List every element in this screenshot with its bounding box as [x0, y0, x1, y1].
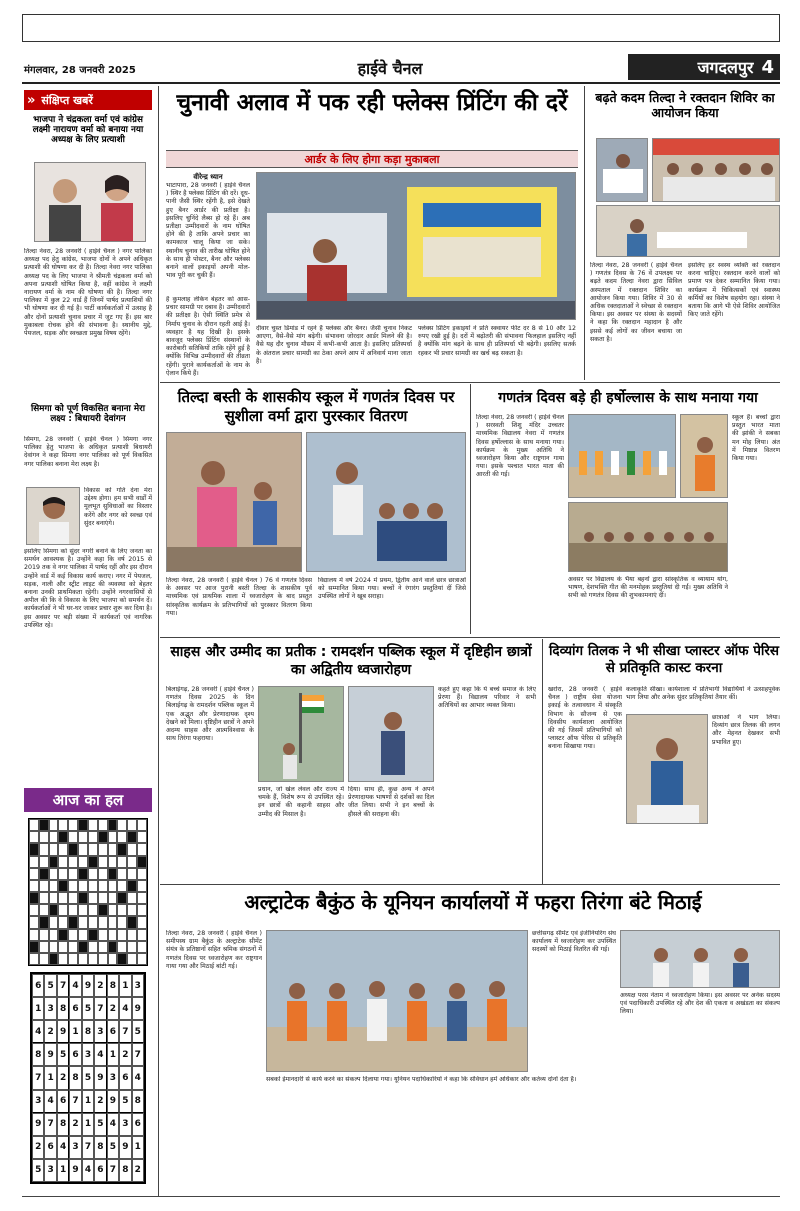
sudoku-cell: 3 [82, 1043, 94, 1066]
sudoku-cell: 2 [57, 1066, 69, 1089]
sudoku-cell: 8 [82, 1020, 94, 1043]
sudoku-cell: 5 [119, 1090, 131, 1113]
sudoku-cell: 3 [69, 1136, 81, 1159]
row-rule-2 [160, 637, 780, 638]
sudoku-cell: 6 [107, 1020, 119, 1043]
sudoku-cell: 9 [94, 1066, 106, 1089]
sudoku-cell: 2 [94, 1090, 106, 1113]
sudoku-cell: 5 [57, 1043, 69, 1066]
sudoku-cell: 6 [94, 1159, 106, 1182]
sudoku-cell: 4 [82, 1159, 94, 1182]
blood-camp-headline: बढ़ते कदम तिल्दा ने रक्तदान शिविर का आयोजन किया [595, 90, 775, 120]
sudoku-cell: 8 [94, 1136, 106, 1159]
header-date: मंगलवार, 28 जनवरी 2025 [24, 65, 136, 76]
saahas-body-4: कहते हुए कहा कि ये बच्चे समाज के लिए प्रेरणा हैं। विद्यालय परिवार ने सभी अतिथियों का आभार व्यक्त किया। [438, 686, 536, 710]
sudoku-cell: 9 [57, 1020, 69, 1043]
sudoku-cell: 1 [69, 1020, 81, 1043]
republic-fest-body-3: स्कूल हैं। बच्चों द्वारा प्रस्तुत भारत माता की झांकी ने सबका मन मोह लिया। अंत में मिष्ठान्न वितरण किया गया। [732, 414, 780, 463]
sudoku-cell: 7 [32, 1066, 44, 1089]
sudoku-cell: 7 [94, 997, 106, 1020]
row-rule-3 [160, 884, 780, 885]
sudoku-cell: 2 [132, 1159, 144, 1182]
header-city: जगदलपुर [697, 58, 754, 77]
sudoku-cell: 4 [94, 1043, 106, 1066]
puzzle-title: आज का हल [52, 791, 124, 809]
sudoku-cell: 3 [107, 1066, 119, 1089]
sudoku-cell: 2 [94, 974, 106, 997]
s2-headline: सिमगा को पूर्ण विकसित बनाना मेरा लक्ष्य : बिधायरी देवांगन [30, 404, 146, 424]
sudoku-cell: 4 [119, 997, 131, 1020]
republic-fest-body-1: तिल्दा नेवरा, 28 जनवरी ( हाईवे चैनल ) सरस्वती शिशु मंदिर उच्चतर माध्यमिक विद्यालय नेवरा में गणतंत्र दिवस हर्षोल्लास के साथ मनाया गया। कार्यक्रम के मुख्य अतिथि ने ध्वजारोहण किया और राष्ट्रगान गाया गया। इसके पश्चात भारत माता की आरती की गई। [476, 414, 564, 479]
sudoku-cell: 9 [132, 997, 144, 1020]
sudoku-cell: 6 [57, 1090, 69, 1113]
sudoku-cell: 1 [32, 997, 44, 1020]
sudoku-cell: 4 [69, 974, 81, 997]
sudoku-cell: 1 [44, 1066, 56, 1089]
school-award-photo-1 [166, 432, 302, 572]
sudoku-cell: 8 [107, 974, 119, 997]
sudoku-cell: 7 [57, 974, 69, 997]
puzzle-title-bar [24, 788, 152, 812]
sudoku-cell: 6 [69, 997, 81, 1020]
sudoku-cell: 4 [107, 1113, 119, 1136]
flex-printing-photo [256, 172, 576, 320]
sudoku-cell: 1 [107, 1043, 119, 1066]
sudoku-cell: 8 [69, 1066, 81, 1089]
sudoku-cell: 7 [82, 1136, 94, 1159]
top-story-body-2: है कुमलाह लेकिन बेहतर को आस- प्रचार सामग्री पर दबाव है। उम्मीदवारों की प्रतीक्षा है। ऐसी स्थिति प्रमेत्र से निर्माय चुनाव के दौरान रहती आई है। व्यवहार है यह दिखी है। इसके बावजूद फ्लेक्स प्रिंटिंग संस्थानों के कारोबारी सतिकियों ताकि रहेंगे हुई है क्योंकि विभिन्न उम्मीदवारों की तीव्रता रहेंगी। पुराने कार्यकर्ताओं के नाम के ऐलान किये हैं। [166, 296, 250, 377]
sudoku-cell: 4 [132, 1066, 144, 1089]
candidate-photo [26, 487, 80, 545]
sudoku-cell: 4 [32, 1020, 44, 1043]
blood-camp-body: तिल्दा नेवरा, 28 जनवरी ( हाईवे चैनल ) गणतंत्र दिवस के 76 वें उपलक्ष्य पर बढ़ते कदम तिल्दा नेवरा द्वारा सिविल अस्पताल में रक्तदान शिविर का आयोजन किया गया। शिविर में 30 से अधिक रक्तदाताओं ने स्वेच्छा से रक्तदान किया। इस अवसर पर संस्था के सदस्यों ने कहा कि रक्तदान महादान है और इससे कई लोगों का जीवन बचाया जा सकता है। [590, 262, 682, 343]
sudoku-cell: 4 [44, 1090, 56, 1113]
top-story-subhead: आर्डर के लिए होगा कड़ा मुकाबला [304, 152, 440, 166]
sudoku-cell: 5 [82, 997, 94, 1020]
top-story-headline: चुनावी अलाव में पक रही फ्लेक्स प्रिंटिंग की दरें [176, 90, 568, 116]
sudoku-cell: 7 [132, 1043, 144, 1066]
republic-fest-photo-2 [680, 414, 728, 498]
sudoku-cell: 7 [119, 1020, 131, 1043]
republic-fest-photo-3 [568, 502, 728, 572]
ultratech-headline: अल्ट्राटेक बैकुंठ के यूनियन कार्यालयों में फहरा तिरंगा बंटे मिठाई [244, 890, 702, 914]
s2-body-side: विकास को गति देना मेरा उद्देश्य होगा। हम सभी वार्डों में मूलभूत सुविधाओं का विस्तार करेंगे और नगर को स्वच्छ एवं सुंदर बनाएंगे। [84, 487, 152, 527]
saahas-photo-1 [258, 686, 344, 782]
divyang-body-3: छात्राओं ने भाग लिया। दिव्यांग छात्र तिलक की लगन और मेहनत देखकर सभी प्रभावित हुए। [712, 714, 780, 746]
blood-camp-photo-1 [596, 138, 648, 202]
top-story-byline: वीरेन्द्र ध्यान [193, 173, 223, 181]
sudoku-cell: 1 [119, 974, 131, 997]
sudoku-cell: 2 [32, 1136, 44, 1159]
sudoku-cell: 3 [44, 1159, 56, 1182]
saahas-headline: साहस और उम्मीद का प्रतीक : रामदर्शन पब्लिक स्कूल में दृष्टिहीन छात्रों का अद्वितीय ध्वजारोहण [170, 644, 532, 678]
sudoku-grid [30, 972, 146, 1184]
republic-fest-headline: गणतंत्र दिवस बड़े ही हर्षोल्लास के साथ मनाया गया [498, 390, 758, 406]
sudoku-cell: 5 [44, 974, 56, 997]
sudoku-cell: 8 [119, 1159, 131, 1182]
sudoku-cell: 1 [57, 1159, 69, 1182]
brief-arrow-icon: » [27, 92, 36, 108]
sudoku-cell: 7 [69, 1090, 81, 1113]
sudoku-cell: 1 [82, 1090, 94, 1113]
sudoku-cell: 8 [57, 1113, 69, 1136]
ultratech-body-4: सबको ईमानदारी से कार्य करने का संकल्प दिलाया गया। यूनियन पदाधिकारियों ने कहा कि संविधान हमें अधिकार और कर्तव्य दोनों देता है। [266, 1076, 577, 1083]
crossword-grid [28, 818, 148, 966]
sudoku-cell: 2 [69, 1113, 81, 1136]
s1-body: तिल्दा नेवरा, 28 जनवरी ( हाईवे चैनल ) नगर पालिका अध्यक्ष पद हेतु कांग्रेस, भाजपा दोनों ने अपने अधिकृत प्रत्याशी की घोषणा कर दी है। तिल्दा नेवरा नगर पालिका अध्यक्ष पद के लिए भाजपा ने श्रीमती चंद्रकला वर्मा को अपना प्रत्याशी घोषित किया है, वहीं कांग्रेस ने लक्ष्मी नारायण वर्मा के नाम की घोषणा की है। तिल्दा नगर पालिका में कुल 22 वार्ड हैं जिनमें पार्षद प्रत्याशियों की भी घोषणा कर दी गई है। पार्टी कार्यकर्ताओं में उत्साह है और दोनों प्रत्याशी चुनाव प्रचार में जुट गए हैं। इस बार मुकाबला रोचक होने की संभावना है। स्थानीय मुद्दे, पेयजल, सड़क और स्वच्छता प्रमुख विषय रहेंगे। [24, 248, 152, 338]
top-story-body-4: फ्लेक्स प्रिंटिंग इकाइयों ने प्रति स्क्वायर फीट दर 8 से 10 और 12 रुपए रखी हुई है। दरों में बढ़ोतरी की संभावना फिलहाल इसलिए नहीं है क्योंकि मांग बढ़ने के साथ ही प्रतिस्पर्धा भी बढ़ेगी। इसलिए सतर्क रहकर भी प्रचार सामग्री का खर्च बढ़ सकता है। [418, 325, 576, 357]
candidates-photo [34, 162, 146, 242]
sudoku-cell: 3 [32, 1090, 44, 1113]
saahas-body-3: दिया। साथ ही, कुछ अन्य ने अपने प्रेरणादायक भाषणों से दर्शकों का दिल जीत लिया। सभी ने इन बच्चों के हौसले की सराहना की। [348, 786, 434, 818]
ultratech-photo-2 [620, 930, 780, 988]
sudoku-cell: 8 [32, 1043, 44, 1066]
sudoku-cell: 6 [132, 1113, 144, 1136]
top-story-body-3: दीवार चुस्त डिमांड में रहने हैं फ्लेक्स और बैनर। जैसी चुनाव निकट आएगा, वैसे-वैसे मांग बढ़ेगी। संभावना जोरदार आर्डर मिलने की है। वैसे यह दौर चुनाव मौसम में कभी-कभी आता है। इसलिए प्रतिस्पर्धा के अंतराल प्रचार सामग्री का ठेका अपने आप में अनिवार्य माना जाता है। [256, 325, 412, 365]
divyang-photo [626, 714, 708, 824]
sudoku-cell: 5 [107, 1136, 119, 1159]
header-city-block [628, 54, 780, 80]
sudoku-cell: 2 [119, 1043, 131, 1066]
school-award-photo-2 [306, 432, 466, 572]
sudoku-cell: 6 [32, 974, 44, 997]
blood-camp-photo-2 [652, 138, 780, 202]
school-award-headline: तिल्दा बस्ती के शासकीय स्कूल में गणतंत्र दिवस पर सुशीला वर्मा द्वारा पुरस्कार वितरण [177, 388, 455, 425]
header-masthead: हाईवे चैनल [357, 59, 423, 78]
sudoku-cell: 2 [44, 1020, 56, 1043]
top-story-body-1: भाटापारा, 28 जनवरी ( हाईवे चैनल ) स्थिर है फ्लेक्स प्रिंटिंग की दरें। दूध-पानी जैसी स्थिर रहेंगी है, इसे देखते हुए बैनर आर्डर की प्रतीक्षा है। इसलिए चुनिंदे लैब्स हो रहे हैं। अब प्रतीक्षा उम्मीदवारों के नाम घोषित होने की है ताकि अपने प्रचार का कामकाज चालू किया जा सके। स्थानीय चुनाव की तारीख घोषित होने के साथ ही पोस्टर, बैनर और फ्लेक्स बनाने वालों इकाइयों अपनी मोल-भाव पूरी कर चुकी हैं। [166, 182, 250, 280]
sudoku-cell: 4 [57, 1136, 69, 1159]
top-story-subhead-bar [166, 150, 578, 168]
sudoku-cell: 6 [119, 1066, 131, 1089]
ultratech-photo-1 [266, 930, 528, 1072]
sudoku-cell: 9 [32, 1113, 44, 1136]
sudoku-cell: 8 [57, 997, 69, 1020]
sudoku-cell: 3 [119, 1113, 131, 1136]
mid-rule-2 [542, 639, 543, 884]
s2-body-top: सिमगा, 28 जनवरी ( हाईवे चैनल ) सिमगा नगर पालिका हेतु भाजपा के अधिकृत प्रत्याशी बिधायरी देवांगन ने कहा सिमगा नगर पालिका को पूर्ण विकसित नगर पालिका बनाना मेरा लक्ष्य है। [24, 436, 152, 468]
sudoku-cell: 3 [94, 1020, 106, 1043]
sudoku-cell: 1 [82, 1113, 94, 1136]
top-ad-box [22, 14, 780, 42]
s2-body: इसलिए सिमगा को सुंदर नगरी बनाने के लिए जनता का समर्थन आवश्यक है। उन्होंने कहा कि वर्ष 2015 से 2019 तक वे नगर पालिका में पार्षद रहीं और इस दौरान उन्होंने वार्ड में कई विकास कार्य कराए। नगर में पेयजल, सड़क, नाली और स्ट्रीट लाइट की व्यवस्था को बेहतर बनाना उनकी प्राथमिकता रहेगी। उन्होंने नगरवासियों से अपील की कि वे विकास के लिए भाजपा को समर्थन दें। कार्यकर्ताओं ने भी घर-घर जाकर प्रचार शुरू कर दिया है। इस अवसर पर बड़ी संख्या में कार्यकर्ता एवं नागरिक उपस्थित रहे। [24, 548, 152, 629]
divyang-body-1: खरोरा, 28 जनवरी ( हाईवे चैनल ) राष्ट्रीय सेवा योजना इकाई के तत्वावधान में संस्कृति विभाग के सौजन्य से एक दिवसीय कार्यशाला आयोजित की गई जिसमें प्रतिभागियों को प्लास्टर ऑफ पेरिस से प्रतिकृति बनाना सिखाया गया। [548, 686, 622, 751]
school-award-body-2: विद्यालय में वर्ष 2024 में प्रथम, द्वितीय आने वाले छात्र छात्राओं को सम्मानित किया गया। बच्चों ने रंगारंग प्रस्तुतियां दीं जिसे उपस्थित लोगों ने खूब सराहा। [318, 577, 466, 601]
ultratech-body-2: छत्तीसगढ़ सीमेंट एवं इंजीनियरिंग संघ कार्यालय में ध्वजारोहण कर उपस्थित सदस्यों को मिठाई वितरित की गई। [532, 930, 616, 954]
sudoku-cell: 6 [69, 1043, 81, 1066]
page-number: 4 [761, 56, 774, 78]
saahas-photo-2 [348, 686, 434, 782]
sudoku-cell: 2 [107, 997, 119, 1020]
left-column-rule [158, 86, 159, 1196]
sudoku-cell: 9 [82, 974, 94, 997]
sudoku-cell: 9 [119, 1136, 131, 1159]
republic-fest-photo-1 [568, 414, 676, 498]
sudoku-cell: 6 [44, 1136, 56, 1159]
republic-fest-body-2: अवसर पर विद्यालय के भैया बहनों द्वारा सांस्कृतिक व व्यायाम योग, भाषण, देशभक्ति गीत की मनमोहक प्रस्तुतियां दी गईं। मुख्य अतिथि ने सभी को गणतंत्र दिवस की शुभकामनाएं दीं। [568, 576, 728, 600]
s1-headline: भाजपा ने चंद्रकला वर्मा एवं कांग्रेस लक्ष्मी नारायण वर्मा को बनाया नया अध्यक्ष के लिए प्रत्याशी [32, 115, 144, 145]
sudoku-cell: 9 [44, 1043, 56, 1066]
ultratech-body-3: अध्यक्ष परस नेताम ने ध्वजारोहण किया। इस अवसर पर अनेक सदस्य एवं पदाधिकारी उपस्थित रहे और देश की एकता व अखंडता का संकल्प लिया। [620, 992, 780, 1016]
blood-camp-photo-3 [596, 205, 780, 257]
sudoku-cell: 7 [107, 1159, 119, 1182]
top-story-rule [584, 86, 585, 380]
sudoku-cell: 5 [94, 1113, 106, 1136]
mid-rule-1 [470, 384, 471, 634]
header-rule [22, 82, 780, 84]
divyang-headline: दिव्यांग तिलक ने भी सीखा प्लास्टर ऑफ पेरिस से प्रतिकृति कास्ट करना [548, 643, 780, 676]
blood-camp-body-b: इसलिए हर स्वस्थ व्यक्ति को रक्तदान करना चाहिए। रक्तदान करने वालों को प्रमाण पत्र देकर सम्मानित किया गया। कार्यक्रम में चिकित्सकों एवं स्वास्थ्य कर्मियों का विशेष सहयोग रहा। संस्था ने बताया कि आगे भी ऐसे शिविर आयोजित किए जाते रहेंगे। [688, 262, 780, 319]
saahas-body-1: बिलाईगढ़, 28 जनवरी ( हाईवे चैनल ) गणतंत्र दिवस 2025 के दिन बिलाईगढ़ के रामदर्शन पब्लिक स्कूल में एक अद्भुत और प्रेरणादायक दृश्य देखने को मिला। दृष्टिहीन छात्रों ने अपने अदम्य साहस और आत्मविश्वास के साथ तिरंगा फहराया। [166, 686, 254, 743]
sudoku-cell: 3 [44, 997, 56, 1020]
sudoku-cell: 5 [82, 1066, 94, 1089]
school-award-body-1: तिल्दा नेवरा, 28 जनवरी ( हाईवे चैनल ) 76 वें गणतंत्र दिवस के अवसर पर आज पुरानी बस्ती तिल्दा के शासकीय पूर्व माध्यमिक एवं प्राथमिक शाला में ध्वजारोहण के बाद प्रस्तुत सांस्कृतिक कार्यक्रम के प्रतिभागियों को पुरस्कार वितरण किया गया। [166, 577, 312, 617]
sudoku-cell: 5 [32, 1159, 44, 1182]
sudoku-cell: 9 [107, 1090, 119, 1113]
saahas-body-2: प्रधान, जो खेल लेवल और राज्य में चमके हैं, विशेष रूप से उपस्थित रहे। इन छात्रों की कहानी साहस और उम्मीद की मिसाल है। [258, 786, 344, 818]
sudoku-cell: 3 [132, 974, 144, 997]
sudoku-cell: 5 [132, 1020, 144, 1043]
sudoku-cell: 9 [69, 1159, 81, 1182]
row-rule-1 [160, 382, 780, 383]
sudoku-cell: 8 [132, 1090, 144, 1113]
sudoku-cell: 1 [132, 1136, 144, 1159]
sudoku-cell: 7 [44, 1113, 56, 1136]
brief-title-bar [24, 90, 152, 110]
brief-title: संक्षिप्त खबरें [41, 93, 93, 107]
ultratech-body-1: तिल्दा नेवरा, 28 जनवरी ( हाईवे चैनल ) समीपस्थ ग्राम बैकुंठ के अल्ट्राटेक सीमेंट संयंत्र के प्रतिष्ठानों सहित श्रमिक संगठनों में गणतंत्र दिवस पर ध्वजारोहण कर राष्ट्रगान गाया गया और मिठाई बांटी गई। [166, 930, 262, 970]
divyang-body-2: कलाकृति सीखा। कार्यशाला में प्रतिभागी विद्यार्थियों ने उत्साहपूर्वक भाग लिया और अनेक सुंदर प्रतिकृतियां तैयार कीं। [626, 686, 780, 702]
page-bottom-rule [22, 1196, 780, 1197]
